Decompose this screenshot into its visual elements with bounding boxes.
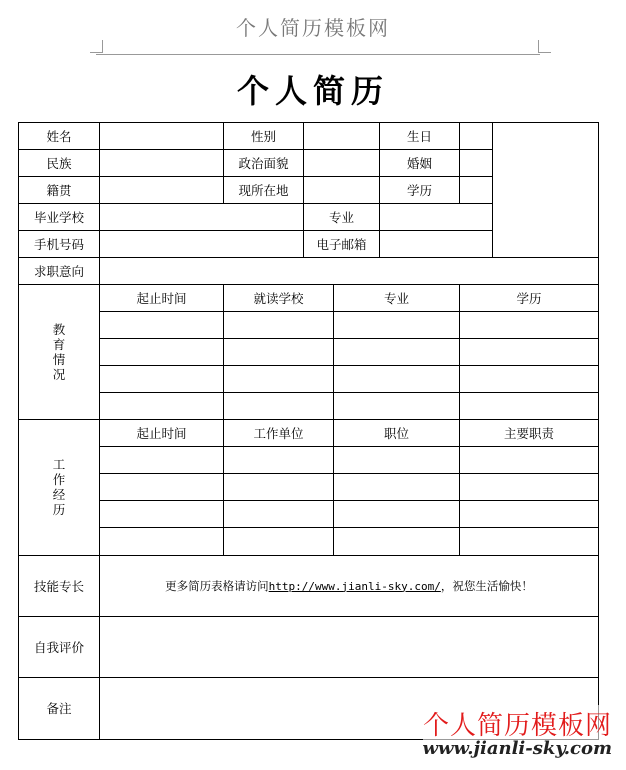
value-school[interactable] [100, 204, 304, 231]
edu-cell[interactable] [334, 366, 460, 393]
skills-note-before: 更多简历表格请访问 [165, 578, 269, 593]
edu-cell[interactable] [460, 393, 599, 420]
value-phone[interactable] [100, 231, 304, 258]
work-cell[interactable] [460, 528, 599, 555]
label-native: 籍贯 [19, 177, 100, 204]
work-header-position: 职位 [334, 420, 460, 447]
table-row [19, 474, 599, 501]
label-self-eval: 自我评价 [19, 616, 100, 677]
label-political: 政治面貌 [224, 150, 304, 177]
label-skills: 技能专长 [19, 555, 100, 616]
table-row [19, 393, 599, 420]
work-cell[interactable] [224, 474, 334, 501]
education-header-degree: 学历 [460, 285, 599, 312]
work-header-period: 起止时间 [100, 420, 224, 447]
work-cell[interactable] [100, 528, 224, 555]
value-major[interactable] [380, 204, 493, 231]
work-cell[interactable] [224, 528, 334, 555]
label-birthday: 生日 [380, 123, 460, 150]
work-cell[interactable] [100, 501, 224, 528]
value-objective[interactable] [100, 258, 599, 285]
work-header-duties: 主要职责 [460, 420, 599, 447]
edu-cell[interactable] [100, 339, 224, 366]
row-name [19, 123, 599, 150]
edu-cell[interactable] [460, 339, 599, 366]
edu-cell[interactable] [460, 366, 599, 393]
work-cell[interactable] [334, 501, 460, 528]
work-header-employer: 工作单位 [224, 420, 334, 447]
watermark-url: www.jianli-sky.com [422, 738, 612, 759]
edu-cell[interactable] [224, 312, 334, 339]
row-self-eval [19, 616, 599, 677]
skills-link[interactable]: http://www.jianli-sky.com/ [268, 579, 441, 593]
value-marital[interactable] [460, 150, 493, 177]
header-corner-left [90, 40, 103, 53]
edu-cell[interactable] [224, 393, 334, 420]
value-location[interactable] [304, 177, 380, 204]
value-birthday[interactable] [460, 123, 493, 150]
skills-note-after: ，祝您生活愉快！ [440, 578, 533, 593]
label-ethnicity: 民族 [19, 150, 100, 177]
work-cell[interactable] [224, 501, 334, 528]
watermark-text: 个人简历模板网 [423, 705, 612, 742]
document-title: 个人简历 [236, 72, 389, 110]
label-gender: 性别 [224, 123, 304, 150]
work-section-label [19, 420, 100, 555]
label-email: 电子邮箱 [304, 231, 380, 258]
resume-table [18, 122, 599, 740]
education-header-row [19, 285, 599, 312]
education-header-period: 起止时间 [100, 285, 224, 312]
work-cell[interactable] [334, 474, 460, 501]
value-native[interactable] [100, 177, 224, 204]
label-remarks: 备注 [19, 677, 100, 739]
value-gender[interactable] [304, 123, 380, 150]
edu-cell[interactable] [334, 312, 460, 339]
work-cell[interactable] [460, 447, 599, 474]
work-cell[interactable] [100, 474, 224, 501]
edu-cell[interactable] [100, 393, 224, 420]
table-row [19, 312, 599, 339]
edu-cell[interactable] [334, 393, 460, 420]
label-school: 毕业学校 [19, 204, 100, 231]
photo-cell[interactable] [493, 123, 599, 258]
value-skills[interactable] [100, 555, 599, 616]
edu-cell[interactable] [460, 312, 599, 339]
header-site-title: 个人简历模板网 [236, 16, 390, 40]
table-row [19, 366, 599, 393]
label-location: 现所在地 [224, 177, 304, 204]
label-objective: 求职意向 [19, 258, 100, 285]
work-label-text: 工作经历 [52, 457, 66, 518]
value-political[interactable] [304, 150, 380, 177]
work-cell[interactable] [100, 447, 224, 474]
table-row [19, 501, 599, 528]
table-row [19, 339, 599, 366]
education-header-school: 就读学校 [224, 285, 334, 312]
work-header-row [19, 420, 599, 447]
edu-cell[interactable] [334, 339, 460, 366]
header-corner-right [538, 40, 551, 53]
label-degree: 学历 [380, 177, 460, 204]
value-name[interactable] [100, 123, 224, 150]
row-skills [19, 555, 599, 616]
education-header-major: 专业 [334, 285, 460, 312]
edu-cell[interactable] [100, 366, 224, 393]
edu-cell[interactable] [224, 366, 334, 393]
label-name: 姓名 [19, 123, 100, 150]
row-objective [19, 258, 599, 285]
work-cell[interactable] [460, 474, 599, 501]
value-self-eval[interactable] [100, 616, 599, 677]
edu-cell[interactable] [224, 339, 334, 366]
work-cell[interactable] [334, 528, 460, 555]
work-cell[interactable] [224, 447, 334, 474]
table-row [19, 447, 599, 474]
label-marital: 婚姻 [380, 150, 460, 177]
value-ethnicity[interactable] [100, 150, 224, 177]
work-cell[interactable] [334, 447, 460, 474]
work-cell[interactable] [460, 501, 599, 528]
label-phone: 手机号码 [19, 231, 100, 258]
edu-cell[interactable] [100, 312, 224, 339]
education-label-text: 教育情况 [52, 322, 66, 383]
header-divider [96, 54, 540, 55]
education-section-label [19, 285, 100, 420]
value-degree[interactable] [460, 177, 493, 204]
value-email[interactable] [380, 231, 493, 258]
table-row [19, 528, 599, 555]
label-major: 专业 [304, 204, 380, 231]
